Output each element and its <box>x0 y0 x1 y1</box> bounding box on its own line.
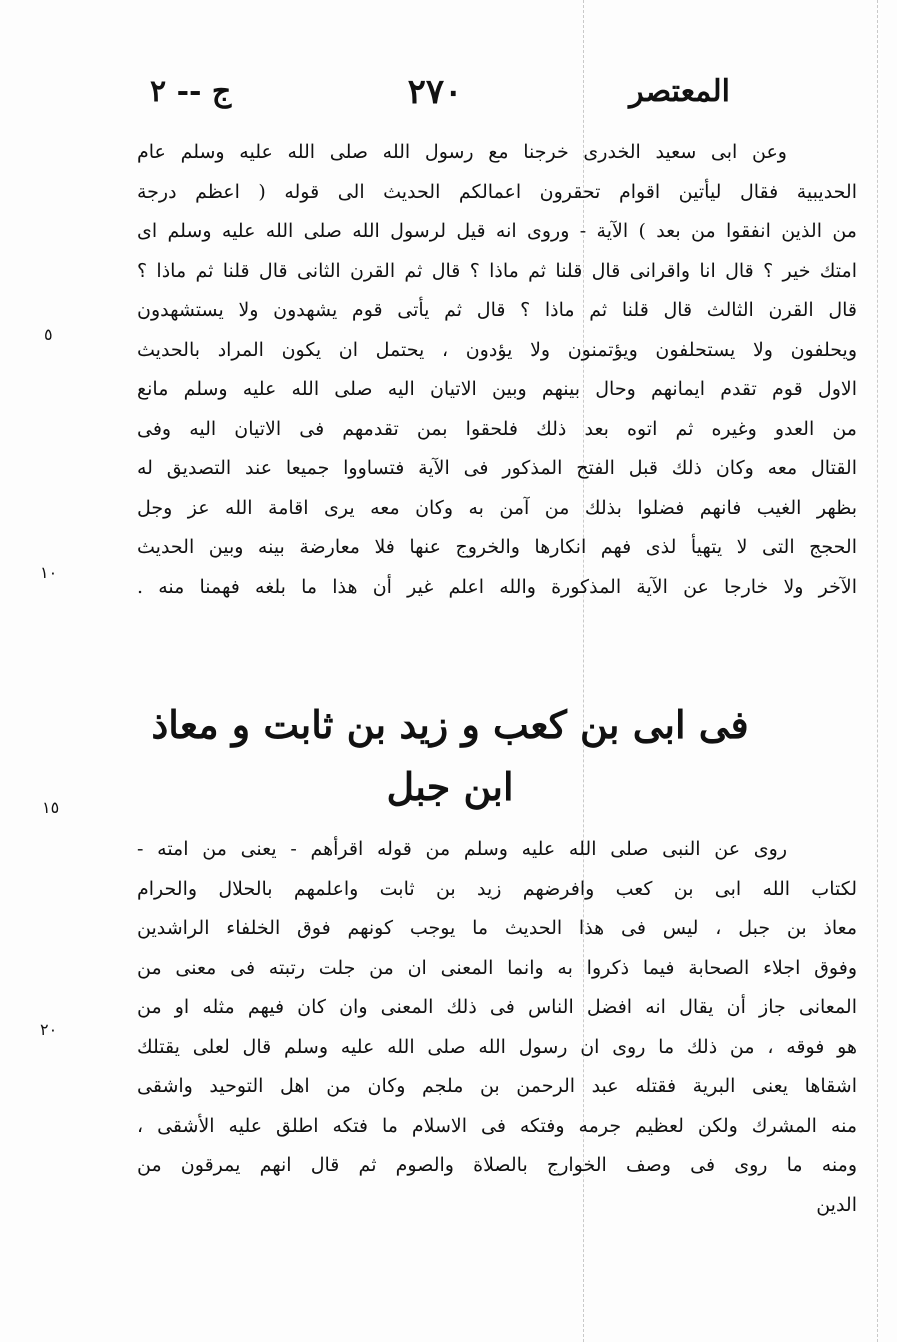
text-line: ويحلفون ولا يستحلفون ويؤتمنون ولا يؤدون ، يحتمل ان يكون المراد بالحديث <box>137 338 857 361</box>
text-line: الاول قوم تقدم ايمانهم وحال بينهم وبين الاتيان اليه صلى الله عليه وسلم مانع <box>137 378 857 400</box>
text-line: امتك خير ؟ قال انا واقرانى قال قلنا ثم ماذا ؟ قال ثم القرن الثانى قال قلنا ثم ماذا ؟ <box>137 259 857 282</box>
text-line: معاذ بن جبل ، ليس فى هذا الحديث ما يوجب كونهم فوق الخلفاء الراشدين <box>137 917 857 939</box>
text-line: الآخر ولا خارجا عن الآية المذكورة والله اعلم غير أن هذا ما بلغه فهمنا منه . <box>137 575 857 598</box>
book-title: المعتصر <box>629 74 730 109</box>
paragraph-1 <box>137 133 857 607</box>
text-line: روى عن النبى صلى الله عليه وسلم من قوله اقرأهم - يعنى من امته - <box>137 838 787 860</box>
text-line: وفوق اجلاء الصحابة فيما ذكروا به وانما المعنى ان من جلت رتبته فى معنى من <box>137 956 857 979</box>
text-line: من العدو وغيره ثم اتوه بعد ذلك فلحقوا بمن تقدمهم فى الاتيان اليه وفى <box>137 417 857 440</box>
text-line: منه المشرك ولكن لعظيم جرمه وفتكه فى الاسلام ما فتكه اطلق عليه الأشقى ، <box>137 1114 857 1137</box>
line-number-20: ٢٠ <box>40 1020 58 1039</box>
text-line: الحديبية فقال ليأتين اقوام تحقرون اعمالكم الحديث الى قوله ( اعظم درجة <box>137 180 857 203</box>
text-line: بظهر الغيب فانهم فضلوا بذلك من آمن به وكان معه يرى اقامة الله عز وجل <box>137 496 857 519</box>
line-number-15: ١٥ <box>42 798 60 817</box>
text-line: القتال معه وكان ذلك قبل الفتح المذكور فى الآية فتساووا جميعا عند التصديق له <box>137 457 857 479</box>
text-line: هو فوقه ، من ذلك ما روى ان رسول الله صلى الله عليه وسلم قال لعلى يقتلك <box>137 1035 857 1058</box>
text-line: قال القرن الثالث قال قلنا ثم ماذا ؟ قال ثم يأتى قوم يشهدون ولا يستشهدون <box>137 299 857 321</box>
page-edge-line <box>877 0 878 1342</box>
text-line: الحجج التى لا يتهيأ لذى فهم انكارها والخروج عنها فلا معارضة بينه وبين الحديث <box>137 536 857 558</box>
section-heading-line-2: ابن جبل <box>386 764 514 809</box>
text-line: المعانى جاز أن يقال انه افضل الناس فى ذلك المعنى وان كان فيهم مثله او من <box>137 996 857 1018</box>
volume-label: ج -- ٢ <box>150 74 232 109</box>
text-line: من الذين انفقوا من بعد ) الآية - وروى انه قيل لرسول الله صلى الله عليه وسلم اى <box>137 220 857 242</box>
section-heading-line-1: فى ابى بن كعب و زيد بن ثابت و معاذ <box>151 702 749 747</box>
text-line: ومنه ما روى فى وصف الخوارج بالصلاة والصوم ثم قال انهم يمرقون من <box>137 1154 857 1176</box>
page-number: ٢٧٠ <box>407 72 463 112</box>
page-header <box>120 74 750 120</box>
text-line: الدين <box>816 1193 857 1216</box>
text-line: اشقاها يعنى البرية فقتله عبد الرحمن بن ملجم وكان من اهل التوحيد واشقى <box>137 1075 857 1097</box>
text-line: وعن ابى سعيد الخدرى خرجنا مع رسول الله صلى الله عليه وسلم عام <box>137 141 787 163</box>
line-number-10: ١٠ <box>40 563 58 582</box>
section-heading <box>120 694 780 818</box>
line-number-5: ٥ <box>44 325 53 344</box>
text-line: لكتاب الله ابى بن كعب وافرضهم زيد بن ثابت واعلمهم بالحلال والحرام <box>137 877 857 900</box>
paragraph-2 <box>137 830 857 1225</box>
